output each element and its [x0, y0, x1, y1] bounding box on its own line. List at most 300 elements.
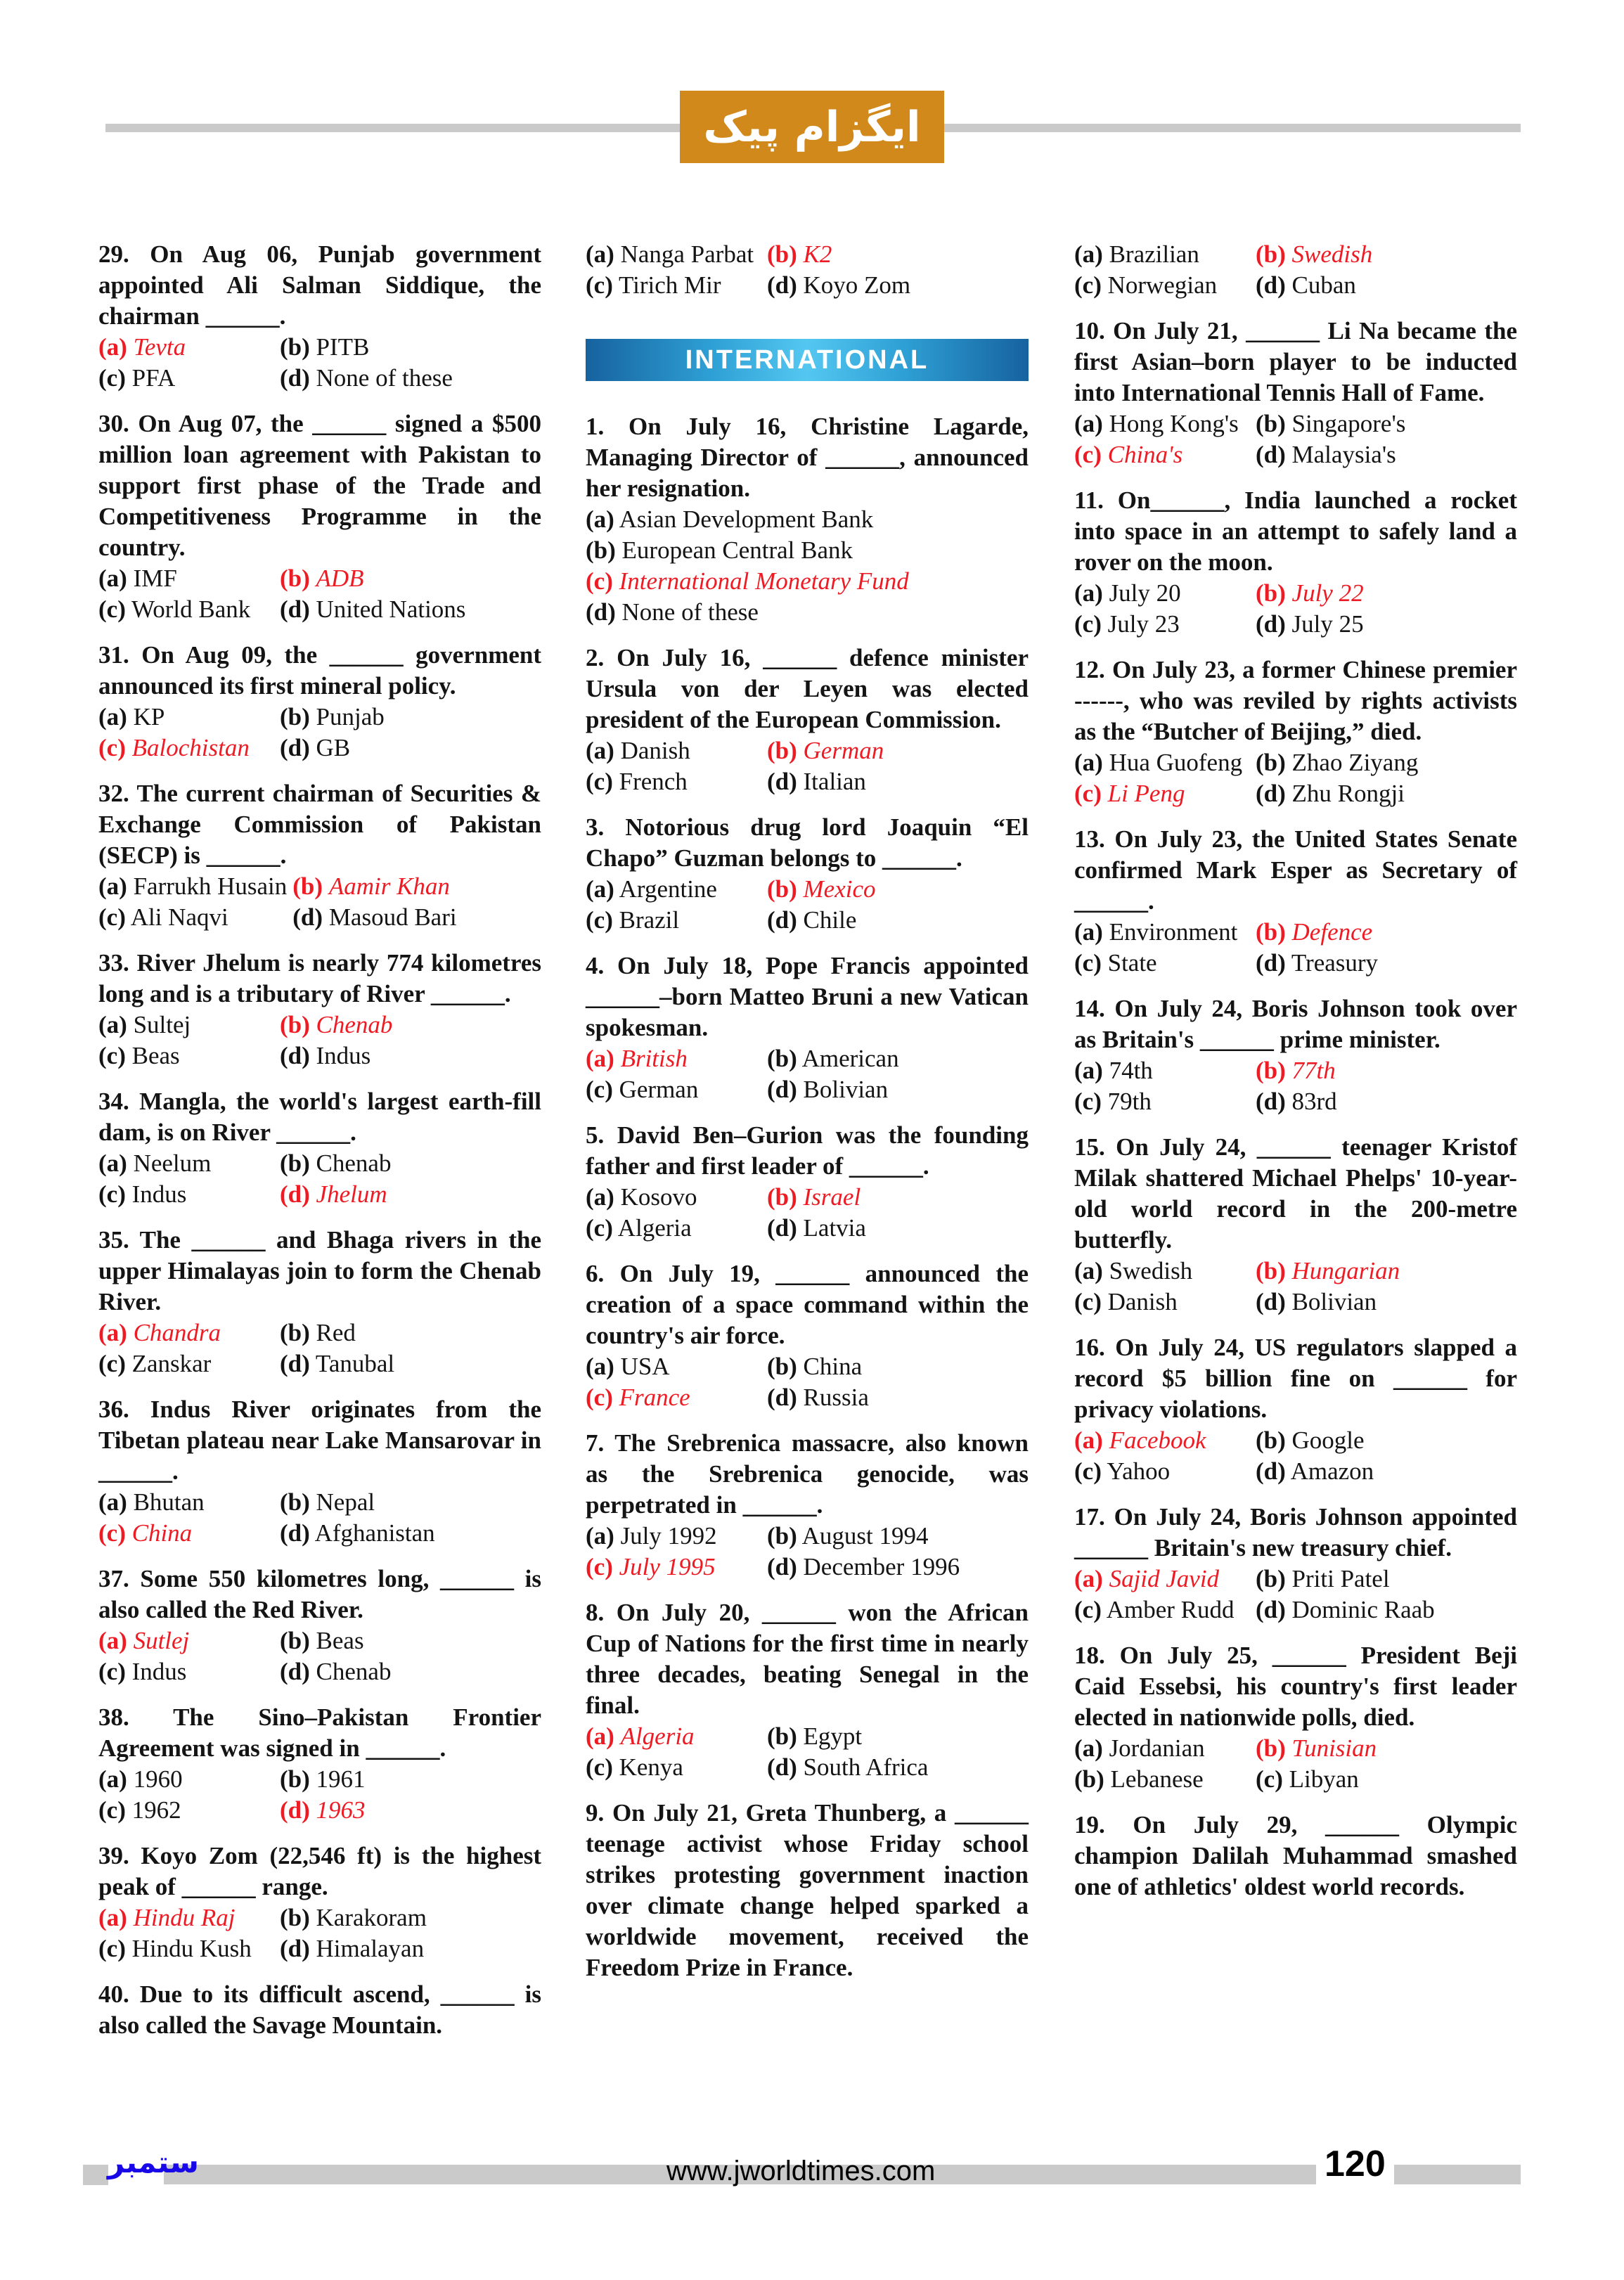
options-list	[586, 1351, 1029, 1413]
option-a	[1074, 239, 1250, 270]
question-39	[98, 1841, 541, 1964]
options-list	[586, 504, 1029, 628]
option-text: Priti Patel	[1291, 1565, 1390, 1592]
option-text: France	[619, 1384, 690, 1411]
option-b	[280, 332, 541, 363]
option-label: (a)	[98, 1149, 127, 1177]
options-list	[1074, 1055, 1517, 1117]
option-text: Amazon	[1290, 1457, 1374, 1485]
option-label: (b)	[1256, 918, 1286, 946]
option-label: (b)	[292, 872, 323, 900]
option-text: Sajid Javid	[1109, 1565, 1220, 1592]
option-label: (a)	[1074, 1057, 1103, 1084]
options-list	[98, 1764, 541, 1826]
option-text: Malaysia's	[1291, 441, 1396, 468]
question-38	[98, 1702, 541, 1826]
option-label: (b)	[767, 1722, 797, 1750]
option-text: Beas	[131, 1042, 180, 1069]
option-label: (b)	[1256, 579, 1286, 607]
option-label: (c)	[1074, 780, 1102, 807]
option-d	[280, 594, 541, 625]
option-d	[280, 1656, 541, 1687]
option-a	[1074, 917, 1250, 948]
option-a	[98, 1010, 274, 1041]
option-c-answer	[98, 733, 274, 764]
option-text: 77th	[1291, 1057, 1336, 1084]
option-b	[280, 1764, 541, 1795]
question-stem: 34. Mangla, the world's largest earth-fill dam, is on River ______.	[98, 1088, 541, 1146]
question-19	[1074, 1810, 1517, 1902]
option-label: (a)	[586, 1722, 614, 1750]
option-text: 74th	[1109, 1057, 1153, 1084]
option-d	[1256, 1456, 1517, 1487]
question-stem: 31. On Aug 09, the ______ government announced its first mineral policy.	[98, 641, 541, 700]
question-stem: 37. Some 550 kilometres long, ______ is also called the Red River.	[98, 1565, 541, 1623]
option-label: (a)	[586, 1522, 614, 1550]
option-b-answer	[292, 871, 541, 902]
option-text: Cuban	[1291, 271, 1356, 299]
magazine-brand-urdu: ایگزام پیک	[703, 102, 921, 152]
question-14	[1074, 993, 1517, 1117]
question-34	[98, 1086, 541, 1210]
option-label: (b)	[586, 536, 616, 564]
option-d	[292, 902, 541, 933]
option-c	[98, 1795, 274, 1826]
option-label: (a)	[1074, 1565, 1103, 1592]
option-label: (b)	[280, 1319, 310, 1346]
option-c	[586, 270, 761, 301]
option-a	[98, 702, 274, 733]
option-text: International Monetary Fund	[619, 567, 909, 595]
option-label: (c)	[586, 906, 613, 934]
option-label: (c)	[98, 1519, 126, 1547]
options-list	[1074, 578, 1517, 640]
magazine-brand-banner	[680, 91, 944, 163]
option-text: December 1996	[803, 1553, 960, 1580]
option-label: (d)	[280, 1042, 310, 1069]
options-list	[98, 1318, 541, 1379]
option-label: (d)	[280, 1350, 310, 1377]
option-text: Russia	[803, 1384, 869, 1411]
option-d	[767, 1552, 1029, 1583]
option-text: Brazilian	[1109, 240, 1199, 268]
option-label: (c)	[586, 567, 613, 595]
option-text: Defence	[1291, 918, 1373, 946]
options-list	[586, 1182, 1029, 1244]
option-label: (a)	[586, 240, 614, 268]
option-text: Bolivian	[1291, 1288, 1377, 1315]
option-d	[280, 733, 541, 764]
option-label: (d)	[767, 768, 797, 795]
question-3	[586, 812, 1029, 936]
question-15	[1074, 1132, 1517, 1318]
option-label: (b)	[1256, 410, 1286, 437]
option-label: (a)	[1074, 1734, 1103, 1762]
footer-month-urdu: ستمبر	[108, 2145, 199, 2179]
option-label: (b)	[767, 1353, 797, 1380]
option-b	[767, 1721, 1029, 1752]
option-label: (c)	[98, 1935, 126, 1962]
option-b-answer	[767, 1182, 1029, 1213]
option-d	[1256, 439, 1517, 470]
option-a	[1074, 408, 1250, 439]
option-label: (c)	[1074, 271, 1102, 299]
question-13	[1074, 824, 1517, 979]
option-text: Indus	[131, 1180, 187, 1208]
option-text: July 1992	[620, 1522, 717, 1550]
options-list	[98, 1148, 541, 1210]
option-label: (c)	[98, 1350, 126, 1377]
option-text: Hungarian	[1291, 1257, 1400, 1284]
option-a	[1074, 1256, 1250, 1287]
option-c-answer	[586, 1382, 761, 1413]
option-c	[1074, 1287, 1250, 1318]
option-text: Algeria	[620, 1722, 695, 1750]
option-label: (b)	[280, 1627, 310, 1654]
option-text: Jordanian	[1109, 1734, 1205, 1762]
question-options-continued	[1074, 239, 1517, 301]
option-label: (d)	[1256, 610, 1286, 638]
option-text: Chenab	[316, 1011, 393, 1038]
option-c	[98, 902, 287, 933]
option-b	[280, 702, 541, 733]
options-list	[98, 563, 541, 625]
question-stem: 38. The Sino–Pakistan Frontier Agreement was signed in ______.	[98, 1703, 541, 1762]
option-b-answer	[767, 874, 1029, 905]
option-text: Amber Rudd	[1106, 1596, 1235, 1623]
option-c	[586, 905, 761, 936]
option-c	[98, 1041, 274, 1071]
option-c-answer	[98, 1518, 274, 1549]
option-label: (a)	[98, 703, 127, 730]
question-stem: 12. On July 23, a former Chinese premier ------, who was reviled by rights activists as the “Butcher of Beijing,” died.	[1074, 656, 1517, 745]
question-18	[1074, 1640, 1517, 1795]
option-b-answer	[767, 735, 1029, 766]
question-stem: 7. The Srebrenica massacre, also known as the Srebrenica genocide, was perpetrated in ______.	[586, 1429, 1029, 1519]
option-text: Lebanese	[1110, 1765, 1204, 1793]
option-a	[586, 239, 761, 270]
option-label: (a)	[1074, 1257, 1103, 1284]
option-label: (a)	[1074, 410, 1103, 437]
option-text: Tirich Mir	[618, 271, 721, 299]
option-b	[1256, 1425, 1517, 1456]
option-text: Tunisian	[1291, 1734, 1377, 1762]
option-d	[1256, 270, 1517, 301]
question-2	[586, 643, 1029, 797]
option-c	[1074, 1595, 1250, 1625]
option-text: German	[619, 1076, 699, 1103]
option-text: Dominic Raab	[1291, 1596, 1435, 1623]
option-a-answer	[1074, 1425, 1250, 1456]
option-a	[1074, 1733, 1250, 1764]
option-b	[586, 535, 1029, 566]
question-stem: 3. Notorious drug lord Joaquin “El Chapo” Guzman belongs to ______.	[586, 813, 1029, 872]
option-label: (d)	[280, 1658, 310, 1685]
question-4	[586, 951, 1029, 1105]
question-12	[1074, 655, 1517, 809]
option-d	[767, 1752, 1029, 1783]
option-a	[586, 1182, 761, 1213]
option-b	[280, 1148, 541, 1179]
option-text: Danish	[620, 737, 690, 764]
options-list	[98, 332, 541, 394]
option-text: Sutlej	[133, 1627, 190, 1654]
question-stem: 6. On July 19, ______ announced the creation of a space command within the country's air force.	[586, 1260, 1029, 1349]
option-c	[1256, 1764, 1517, 1795]
option-c	[98, 1933, 274, 1964]
option-c	[98, 1348, 274, 1379]
option-label: (a)	[586, 1045, 614, 1072]
option-label: (d)	[1256, 1088, 1286, 1115]
option-d	[280, 1348, 541, 1379]
option-text: 1962	[131, 1796, 181, 1824]
option-label: (a)	[586, 875, 614, 903]
question-stem: 8. On July 20, ______ won the African Cup of Nations for the first time in nearly three decades, beating Senegal in the final.	[586, 1599, 1029, 1719]
option-text: China	[803, 1353, 863, 1380]
option-text: Balochistan	[131, 734, 250, 761]
question-5	[586, 1120, 1029, 1244]
option-a-answer	[98, 1902, 274, 1933]
option-label: (d)	[1256, 949, 1286, 977]
options-list	[98, 1010, 541, 1071]
option-text: 79th	[1107, 1088, 1152, 1115]
option-a	[1074, 747, 1250, 778]
option-label: (b)	[280, 1149, 310, 1177]
option-text: Karakoram	[316, 1904, 427, 1931]
option-label: (c)	[98, 364, 126, 392]
option-label: (c)	[98, 734, 126, 761]
option-text: July 25	[1291, 610, 1364, 638]
option-label: (b)	[767, 1522, 797, 1550]
option-label: (a)	[586, 505, 614, 533]
option-b	[767, 1043, 1029, 1074]
option-text: Chandra	[133, 1319, 221, 1346]
option-b-answer	[767, 239, 1029, 270]
question-1	[586, 411, 1029, 628]
footer-page-number: 120	[1316, 2143, 1394, 2185]
option-text: German	[803, 737, 884, 764]
option-label: (d)	[767, 1384, 797, 1411]
option-label: (d)	[767, 1553, 797, 1580]
option-label: (b)	[1256, 1426, 1286, 1454]
option-text: Zhao Ziyang	[1291, 749, 1419, 776]
option-b-answer	[1256, 917, 1517, 948]
option-c	[98, 1179, 274, 1210]
options-list	[586, 1721, 1029, 1783]
options-list	[1074, 1425, 1517, 1487]
option-label: (c)	[1074, 1088, 1102, 1115]
option-b-answer	[1256, 1055, 1517, 1086]
option-label: (d)	[1256, 1288, 1286, 1315]
option-c	[98, 1656, 274, 1687]
question-stem: 29. On Aug 06, Punjab government appointed Ali Salman Siddique, the chairman ______.	[98, 240, 541, 330]
option-a-answer	[98, 1318, 274, 1348]
footer-left-block	[83, 2165, 108, 2185]
option-text: Sultej	[133, 1011, 191, 1038]
option-text: Environment	[1109, 918, 1238, 946]
option-c	[98, 594, 274, 625]
option-text: 1960	[133, 1765, 183, 1793]
option-b	[1074, 1764, 1250, 1795]
options-list	[98, 871, 541, 933]
option-label: (c)	[586, 768, 613, 795]
option-d	[1256, 1287, 1517, 1318]
question-stem: 11. On______, India launched a rocket into space in an attempt to safely land a rover on the moon.	[1074, 487, 1517, 576]
question-40	[98, 1979, 541, 2041]
option-a-answer	[98, 332, 274, 363]
option-text: Indus	[316, 1042, 371, 1069]
option-d	[280, 363, 541, 394]
option-label: (a)	[1074, 749, 1103, 776]
option-text: Libyan	[1289, 1765, 1359, 1793]
option-a-answer	[586, 1043, 761, 1074]
question-stem: 15. On July 24, ______ teenager Kristof Milak shattered Michael Phelps' 10-year-old world record in the 200-metre butterfly.	[1074, 1133, 1517, 1254]
option-c	[1074, 270, 1250, 301]
option-b-answer	[1256, 1256, 1517, 1287]
option-label: (c)	[1074, 610, 1102, 638]
option-c-answer	[586, 566, 1029, 597]
option-c	[586, 766, 761, 797]
option-text: None of these	[316, 364, 453, 392]
question-stem: 36. Indus River originates from the Tibetan plateau near Lake Mansarovar in ______.	[98, 1396, 541, 1485]
section-header-banner	[586, 339, 1029, 381]
option-d	[767, 270, 1029, 301]
option-text: Tanubal	[315, 1350, 395, 1377]
option-label: (c)	[586, 271, 613, 299]
option-a	[98, 1764, 274, 1795]
option-d	[1256, 1086, 1517, 1117]
option-text: United Nations	[316, 595, 466, 623]
option-label: (a)	[98, 1627, 127, 1654]
option-label: (c)	[586, 1753, 613, 1781]
question-stem: 30. On Aug 07, the ______ signed a $500 million loan agreement with Pakistan to support first phase of the Trade and Competitiveness Programme in the country.	[98, 410, 541, 561]
question-stem: 32. The current chairman of Securities & Exchange Commission of Pakistan (SECP) is ______.	[98, 780, 541, 869]
option-text: Indus	[131, 1658, 187, 1685]
option-text: Swedish	[1109, 1257, 1193, 1284]
options-list	[1074, 1564, 1517, 1625]
option-label: (b)	[280, 703, 310, 730]
option-d-answer	[280, 1179, 541, 1210]
question-30	[98, 408, 541, 625]
option-text: World Bank	[131, 595, 251, 623]
options-list	[98, 1625, 541, 1687]
questions-column-3	[1074, 239, 1517, 1917]
option-text: Nanga Parbat	[620, 240, 754, 268]
option-text: PITB	[316, 333, 370, 361]
option-b	[280, 1487, 541, 1518]
option-label: (a)	[1074, 579, 1103, 607]
option-c	[1074, 1086, 1250, 1117]
option-d	[280, 1518, 541, 1549]
option-label: (c)	[1256, 1765, 1283, 1793]
option-label: (c)	[98, 595, 126, 623]
option-label: (c)	[1074, 1596, 1102, 1623]
options-list	[1074, 408, 1517, 470]
option-c-answer	[1074, 778, 1250, 809]
option-text: USA	[620, 1353, 670, 1380]
option-text: Facebook	[1109, 1426, 1206, 1454]
option-label: (c)	[98, 1042, 126, 1069]
option-b-answer	[280, 1010, 541, 1041]
option-text: Masoud Bari	[328, 903, 457, 931]
option-a-answer	[586, 1721, 761, 1752]
question-9	[586, 1798, 1029, 1983]
option-text: British	[620, 1045, 688, 1072]
option-text: Asian Development Bank	[619, 505, 874, 533]
option-text: Chenab	[316, 1658, 392, 1685]
option-d-answer	[280, 1795, 541, 1826]
option-label: (c)	[98, 1658, 126, 1685]
question-6	[586, 1258, 1029, 1413]
option-c	[98, 363, 274, 394]
option-text: 1961	[316, 1765, 366, 1793]
options-list	[586, 1043, 1029, 1105]
options-list	[98, 1902, 541, 1964]
option-text: European Central Bank	[621, 536, 853, 564]
option-label: (a)	[98, 1904, 127, 1931]
question-36	[98, 1394, 541, 1549]
options-list	[586, 239, 1029, 301]
question-stem: 16. On July 24, US regulators slapped a record $5 billion fine on ______ for privacy violations.	[1074, 1334, 1517, 1423]
option-d	[1256, 948, 1517, 979]
option-label: (d)	[280, 734, 310, 761]
option-a	[586, 1351, 761, 1382]
option-a	[586, 735, 761, 766]
option-label: (b)	[280, 1488, 310, 1516]
question-16	[1074, 1332, 1517, 1487]
option-a	[586, 504, 1029, 535]
option-text: ADB	[316, 565, 364, 592]
question-11	[1074, 485, 1517, 640]
option-text: Chile	[803, 906, 857, 934]
option-d	[767, 1382, 1029, 1413]
option-label: (a)	[586, 1353, 614, 1380]
option-label: (d)	[767, 1076, 797, 1103]
option-a	[586, 1521, 761, 1552]
option-d	[767, 1074, 1029, 1105]
option-b	[280, 1318, 541, 1348]
option-a	[98, 563, 274, 594]
option-text: KP	[133, 703, 165, 730]
option-label: (d)	[1256, 441, 1286, 468]
option-c	[586, 1074, 761, 1105]
question-stem: 17. On July 24, Boris Johnson appointed ______ Britain's new treasury chief.	[1074, 1503, 1517, 1561]
option-text: Ali Naqvi	[130, 903, 228, 931]
option-label: (d)	[292, 903, 323, 931]
option-text: Danish	[1107, 1288, 1178, 1315]
option-label: (c)	[586, 1076, 613, 1103]
option-label: (d)	[280, 1935, 310, 1962]
option-label: (b)	[767, 240, 797, 268]
option-text: Jhelum	[316, 1180, 387, 1208]
options-list	[1074, 917, 1517, 979]
option-c	[1074, 1456, 1250, 1487]
options-list	[586, 874, 1029, 936]
option-c	[586, 1213, 761, 1244]
option-text: July 20	[1109, 579, 1181, 607]
option-a	[98, 1148, 274, 1179]
option-label: (b)	[280, 1011, 310, 1038]
option-text: Himalayan	[316, 1935, 425, 1962]
option-text: Brazil	[619, 906, 680, 934]
question-stem: 1. On July 16, Christine Lagarde, Managing Director of ______, announced her resignation.	[586, 413, 1029, 502]
option-b	[1256, 1564, 1517, 1595]
option-label: (a)	[98, 1488, 127, 1516]
option-label: (d)	[767, 1214, 797, 1242]
option-text: China	[131, 1519, 193, 1547]
option-text: Bolivian	[803, 1076, 889, 1103]
option-text: Argentine	[619, 875, 717, 903]
